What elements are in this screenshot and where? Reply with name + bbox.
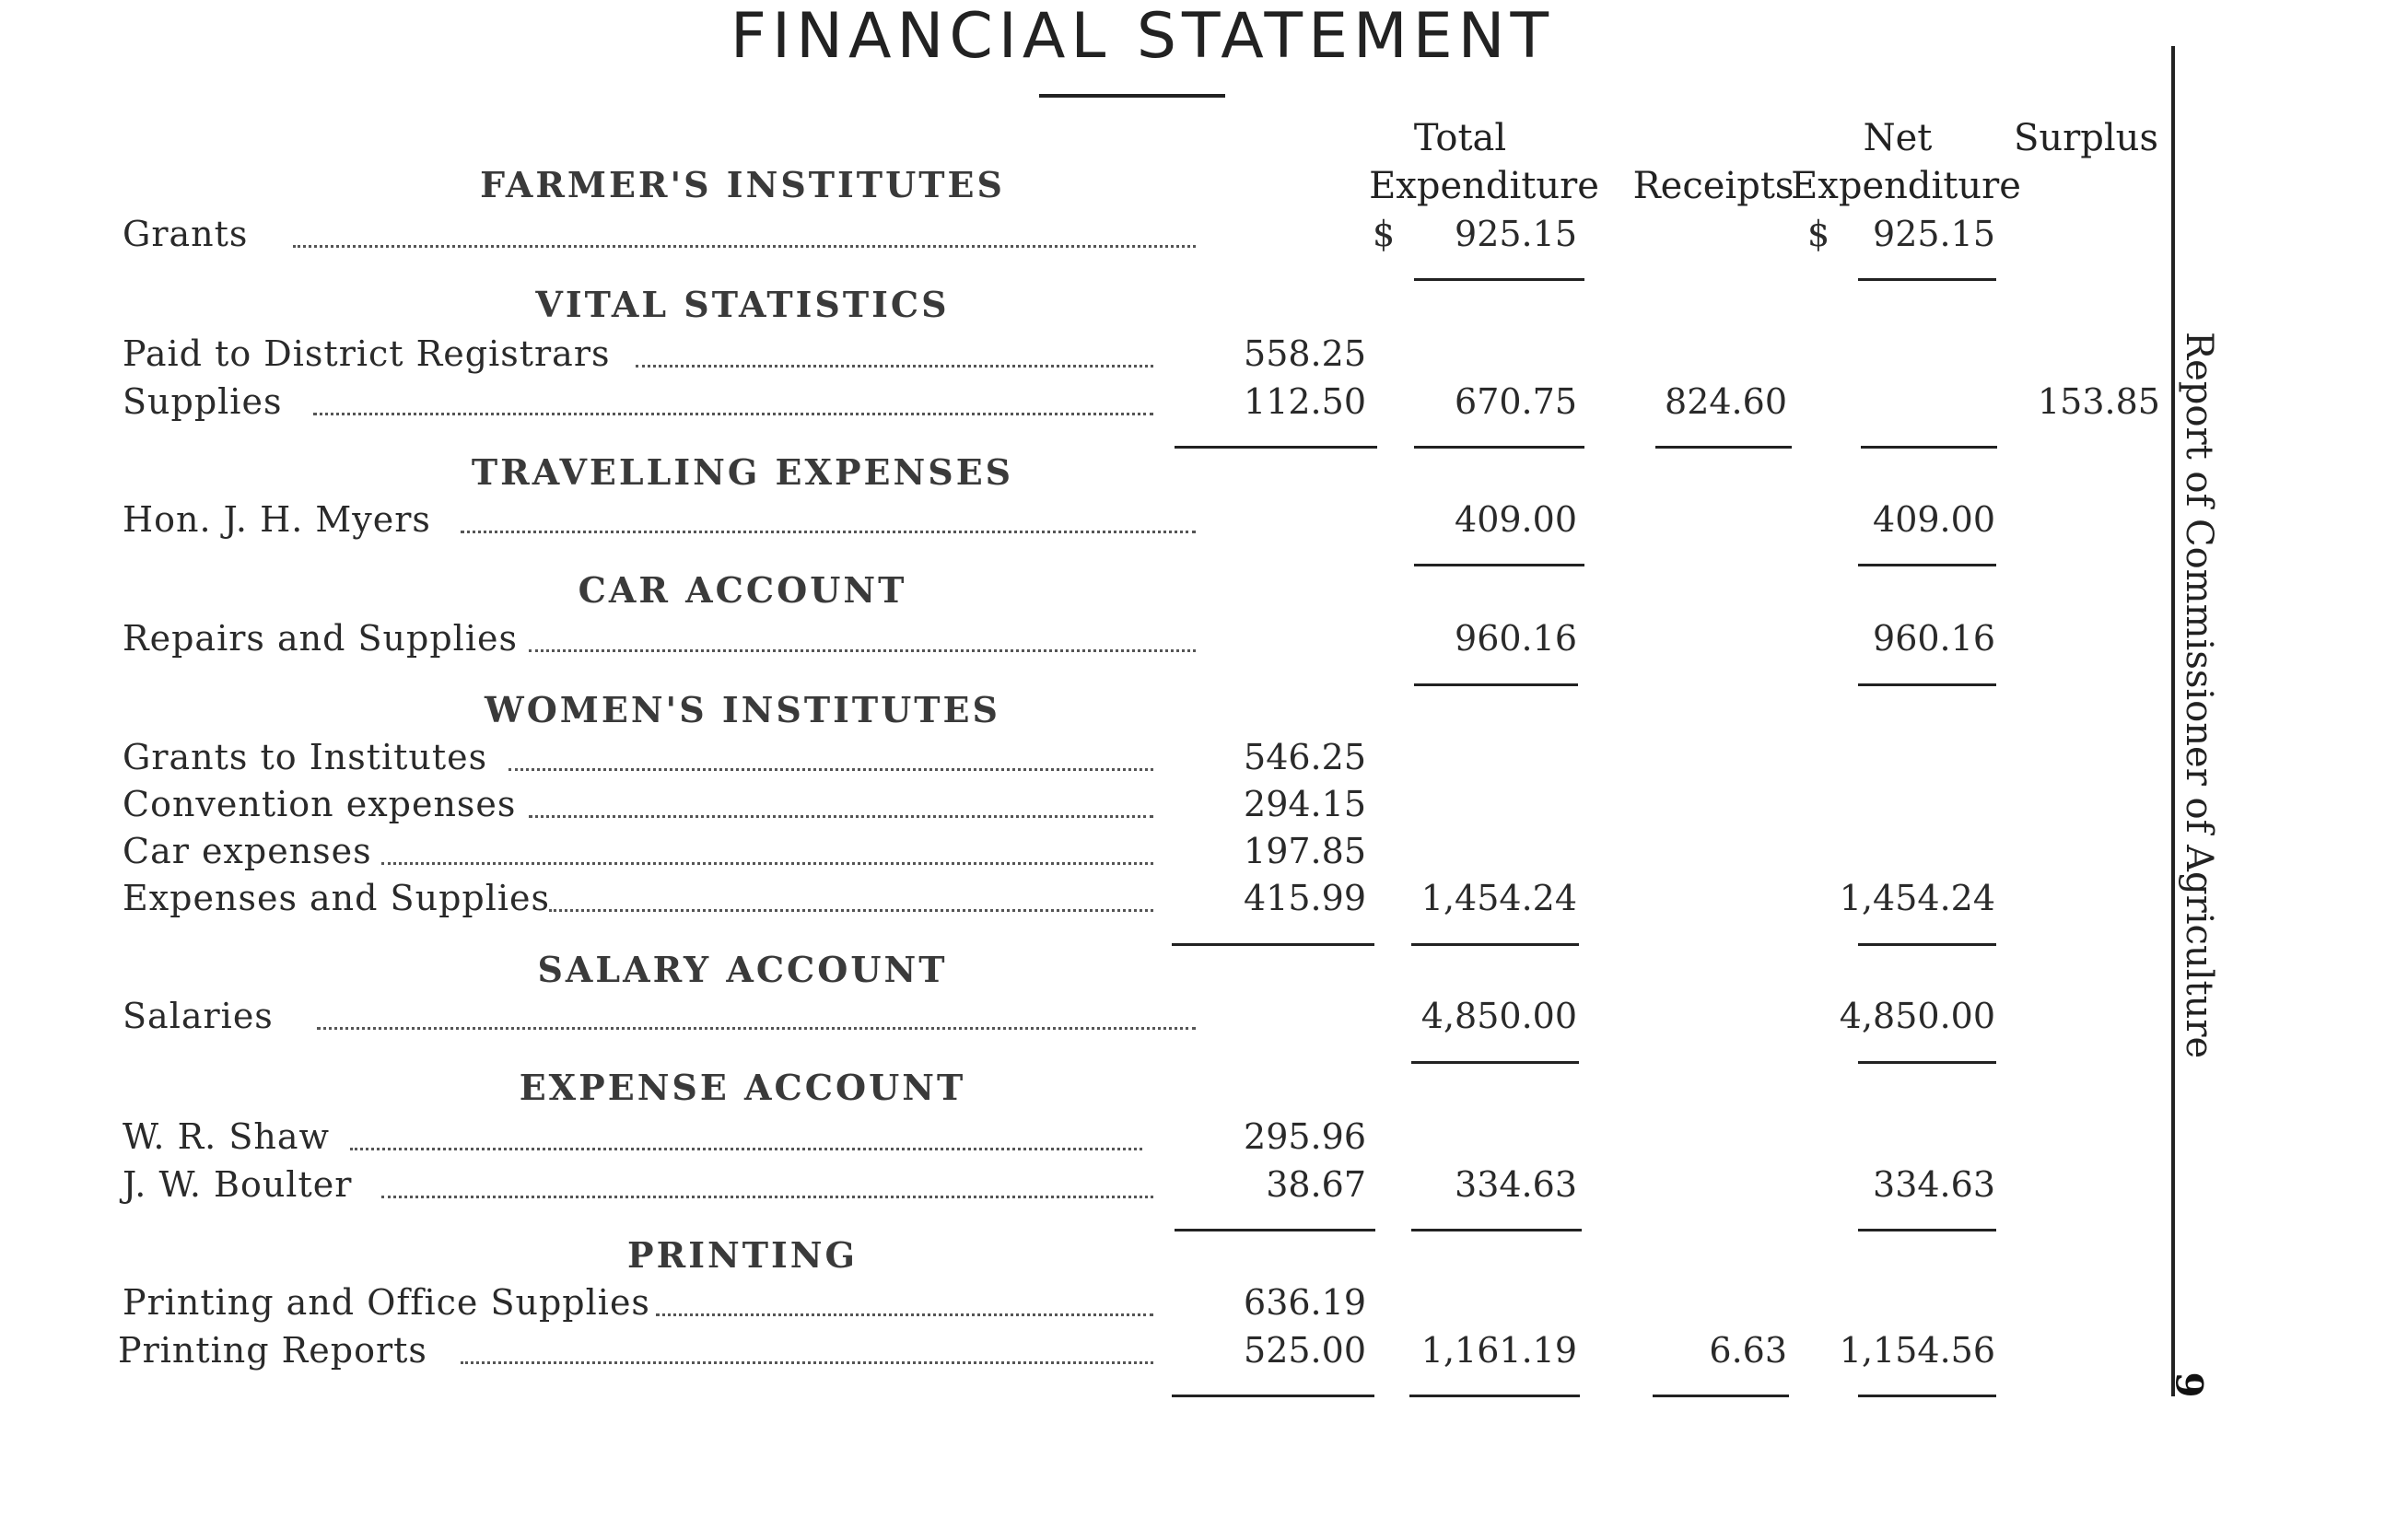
header-total-line1: Total xyxy=(1413,117,1507,159)
myers-total: 409.00 xyxy=(1455,499,1577,540)
salaries-total: 4,850.00 xyxy=(1420,996,1577,1036)
underline xyxy=(1172,943,1374,946)
leader-line xyxy=(313,413,1153,415)
header-total-line2: Expenditure xyxy=(1369,165,1599,207)
expenses-supplies-detail: 415.99 xyxy=(1244,878,1366,918)
underline xyxy=(1858,1061,1996,1064)
section-heading-vital-statistics: VITAL STATISTICS xyxy=(535,284,950,325)
supplies-detail: 112.50 xyxy=(1244,381,1366,422)
printing-total: 1,161.19 xyxy=(1420,1330,1577,1371)
underline xyxy=(1858,1395,1996,1397)
womens-institutes-net: 1,454.24 xyxy=(1839,878,1995,918)
leader-line xyxy=(381,1196,1153,1198)
boulter-detail: 38.67 xyxy=(1266,1164,1366,1205)
underline xyxy=(1172,1395,1374,1397)
underline xyxy=(1858,943,1996,946)
leader-line xyxy=(317,1027,1196,1030)
leader-line xyxy=(293,245,1196,248)
leader-line xyxy=(549,909,1153,912)
row-label-convention-expenses: Convention expenses xyxy=(123,784,517,824)
convention-expenses-detail: 294.15 xyxy=(1244,784,1366,824)
leader-line xyxy=(461,1361,1153,1364)
running-caption: Report of Commissioner of Agriculture xyxy=(2178,332,2220,1059)
row-label-salaries: Salaries xyxy=(123,996,274,1036)
underline xyxy=(1175,1229,1375,1231)
leader-line xyxy=(656,1313,1153,1316)
repairs-total: 960.16 xyxy=(1455,618,1577,659)
underline xyxy=(1653,1395,1789,1397)
grants-to-institutes-detail: 546.25 xyxy=(1244,737,1366,777)
row-label-repairs-supplies: Repairs and Supplies xyxy=(123,618,518,659)
leader-line xyxy=(381,862,1153,865)
leader-line xyxy=(529,649,1196,652)
supplies-total: 670.75 xyxy=(1455,381,1577,422)
underline xyxy=(1655,446,1792,449)
row-label-supplies: Supplies xyxy=(123,381,283,422)
row-label-grants: Grants xyxy=(123,214,249,254)
underline xyxy=(1414,278,1584,281)
dollar-sign: $ xyxy=(1807,214,1830,254)
leader-line xyxy=(529,815,1153,818)
expense-account-total: 334.63 xyxy=(1455,1164,1577,1205)
row-label-myers: Hon. J. H. Myers xyxy=(123,499,431,540)
underline xyxy=(1858,278,1996,281)
underline xyxy=(1414,564,1584,566)
row-label-printing-office-supplies: Printing and Office Supplies xyxy=(123,1282,650,1323)
row-label-car-expenses: Car expenses xyxy=(123,831,372,871)
grants-total: 925.15 xyxy=(1455,214,1577,254)
header-net-line2: Expenditure xyxy=(1791,165,2021,207)
dollar-sign: $ xyxy=(1373,214,1396,254)
section-heading-expense-account: EXPENSE ACCOUNT xyxy=(519,1067,966,1108)
underline xyxy=(1858,1229,1996,1231)
underline xyxy=(1411,943,1579,946)
row-label-grants-to-institutes: Grants to Institutes xyxy=(123,737,488,777)
header-surplus: Surplus xyxy=(2014,117,2158,159)
section-heading-travelling-expenses: TRAVELLING EXPENSES xyxy=(471,451,1014,493)
salaries-net: 4,850.00 xyxy=(1839,996,1995,1036)
section-heading-printing: PRINTING xyxy=(627,1234,858,1276)
car-expenses-detail: 197.85 xyxy=(1244,831,1366,871)
header-receipts: Receipts xyxy=(1632,165,1794,207)
section-heading-farmers-institutes: FARMER'S INSTITUTES xyxy=(480,164,1005,205)
repairs-net: 960.16 xyxy=(1873,618,1995,659)
district-registrars-detail: 558.25 xyxy=(1244,333,1366,374)
womens-institutes-total: 1,454.24 xyxy=(1420,878,1577,918)
section-heading-womens-institutes: WOMEN'S INSTITUTES xyxy=(485,689,1000,730)
title-underline xyxy=(1039,94,1225,98)
row-label-printing-reports: Printing Reports xyxy=(118,1330,427,1371)
underline xyxy=(1861,446,1997,449)
underline xyxy=(1175,446,1377,449)
expense-account-net: 334.63 xyxy=(1873,1164,1995,1205)
myers-net: 409.00 xyxy=(1873,499,1995,540)
row-label-district-registrars: Paid to District Registrars xyxy=(123,333,611,374)
section-heading-car-account: CAR ACCOUNT xyxy=(578,569,907,611)
underline xyxy=(1858,683,1996,686)
page-number: 9 xyxy=(2167,1371,2211,1398)
underline xyxy=(1411,1061,1579,1064)
leader-line xyxy=(508,768,1153,771)
header-net-line1: Net xyxy=(1863,117,1933,159)
underline xyxy=(1858,564,1996,566)
printing-reports-detail: 525.00 xyxy=(1244,1330,1366,1371)
supplies-receipts: 824.60 xyxy=(1665,381,1787,422)
printing-receipts: 6.63 xyxy=(1709,1330,1787,1371)
leader-line xyxy=(636,365,1153,368)
row-label-expenses-and-supplies: Expenses and Supplies xyxy=(123,878,551,918)
section-heading-salary-account: SALARY ACCOUNT xyxy=(537,949,948,990)
underline xyxy=(1414,683,1578,686)
grants-net: 925.15 xyxy=(1873,214,1995,254)
underline xyxy=(1414,446,1584,449)
supplies-surplus: 153.85 xyxy=(2038,381,2160,422)
leader-line xyxy=(461,531,1196,533)
row-label-boulter: J. W. Boulter xyxy=(123,1164,353,1205)
row-label-shaw: W. R. Shaw xyxy=(123,1116,331,1157)
leader-line xyxy=(350,1148,1142,1150)
underline xyxy=(1411,1229,1582,1231)
shaw-detail: 295.96 xyxy=(1244,1116,1366,1157)
printing-net: 1,154.56 xyxy=(1839,1330,1995,1371)
printing-office-detail: 636.19 xyxy=(1244,1282,1366,1323)
page-title: FINANCIAL STATEMENT xyxy=(730,0,1555,73)
underline xyxy=(1409,1395,1580,1397)
